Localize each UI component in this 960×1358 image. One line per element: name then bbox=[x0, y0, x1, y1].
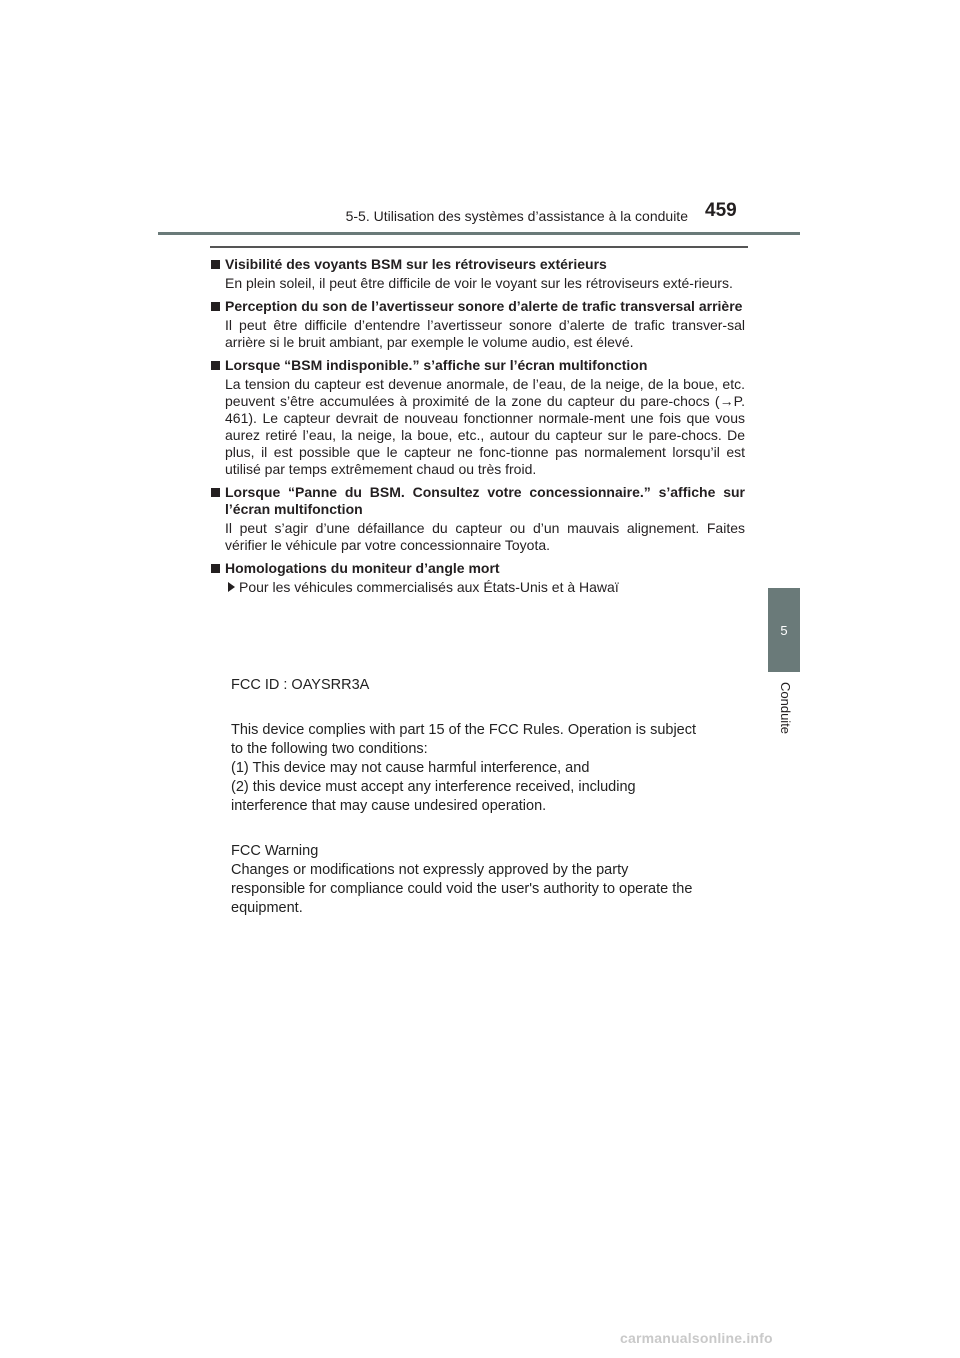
section-rule bbox=[210, 246, 748, 248]
item-body: Il peut être difficile d’entendre l’avertisseur sonore d’alerte de trafic transver-sal arrière si le bruit ambiant, par exemple le volume audio, est élevé. bbox=[225, 317, 745, 350]
item-bsm-visibility bbox=[210, 256, 745, 292]
triangle-bullet-icon bbox=[228, 582, 235, 592]
running-header: 5-5. Utilisation des systèmes d’assistance à la conduite bbox=[345, 208, 688, 224]
fcc-warning-title: FCC Warning bbox=[231, 843, 319, 859]
header-rule bbox=[158, 232, 800, 235]
square-bullet-icon bbox=[211, 260, 220, 269]
chapter-tab bbox=[768, 588, 800, 672]
fcc-compliance-line: (2) this device must accept any interference received, including bbox=[231, 779, 636, 795]
chapter-label: Conduite bbox=[778, 682, 793, 735]
fcc-statement bbox=[231, 676, 731, 918]
item-bsm-failure bbox=[210, 484, 745, 554]
square-bullet-icon bbox=[211, 488, 220, 497]
chapter-number: 5 bbox=[780, 622, 788, 638]
main-content bbox=[210, 256, 745, 602]
item-heading: Homologations du moniteur d’angle mort bbox=[210, 560, 745, 577]
fcc-warning-line: responsible for compliance could void the user's authority to operate the bbox=[231, 881, 693, 897]
fcc-compliance-line: This device complies with part 15 of the FCC Rules. Operation is subject bbox=[231, 722, 697, 738]
item-heading: Lorsque “Panne du BSM. Consultez votre concessionnaire.” s’affiche sur l’écran multifonction bbox=[210, 484, 745, 518]
fcc-compliance-line: (1) This device may not cause harmful interference, and bbox=[231, 760, 590, 776]
item-bsm-unavailable bbox=[210, 357, 745, 478]
item-heading: Visibilité des voyants BSM sur les rétroviseurs extérieurs bbox=[210, 256, 745, 273]
fcc-compliance-line: interference that may cause undesired operation. bbox=[231, 798, 547, 814]
item-heading: Lorsque “BSM indisponible.” s’affiche sur l’écran multifonction bbox=[210, 357, 745, 374]
item-heading: Perception du son de l’avertisseur sonore d’alerte de trafic transversal arrière bbox=[210, 298, 745, 315]
fcc-warning-line: Changes or modifications not expressly approved by the party bbox=[231, 862, 629, 878]
fcc-id: FCC ID : OAYSRR3A bbox=[231, 677, 370, 693]
item-body: En plein soleil, il peut être difficile de voir le voyant sur les rétroviseurs exté-rieurs. bbox=[225, 275, 733, 291]
fcc-warning-line: equipment. bbox=[231, 900, 303, 916]
square-bullet-icon bbox=[211, 564, 220, 573]
item-body: Il peut s’agir d’une défaillance du capteur ou d’un mauvais alignement. Faites vérifier le véhicule par votre concessionnaire Toyota. bbox=[225, 520, 745, 553]
page-number: 459 bbox=[705, 200, 737, 221]
sub-item: Pour les véhicules commercialisés aux États-Unis et à Hawaï bbox=[225, 579, 745, 596]
item-certifications bbox=[210, 560, 745, 596]
item-body: La tension du capteur est devenue anormale, de l’eau, de la neige, de la boue, etc. peuvent s’être accumulées à proximité de la zone du capteur du pare-chocs (→P. 461). Le capteur devrait de nouveau fonctionner normale-ment une fois que vous aurez retiré l’eau, la neige, la boue, etc., autour du capteur sur le pare-chocs. De plus, il est possible que le capteur ne fonc-tionne pas normalement lorsqu’il est utilisé par temps extrêmement chaud ou très froid. bbox=[225, 376, 745, 477]
square-bullet-icon bbox=[211, 361, 220, 370]
item-alert-sound bbox=[210, 298, 745, 351]
square-bullet-icon bbox=[211, 302, 220, 311]
fcc-compliance-line: to the following two conditions: bbox=[231, 741, 428, 757]
watermark: carmanualsonline.info bbox=[620, 1330, 773, 1346]
